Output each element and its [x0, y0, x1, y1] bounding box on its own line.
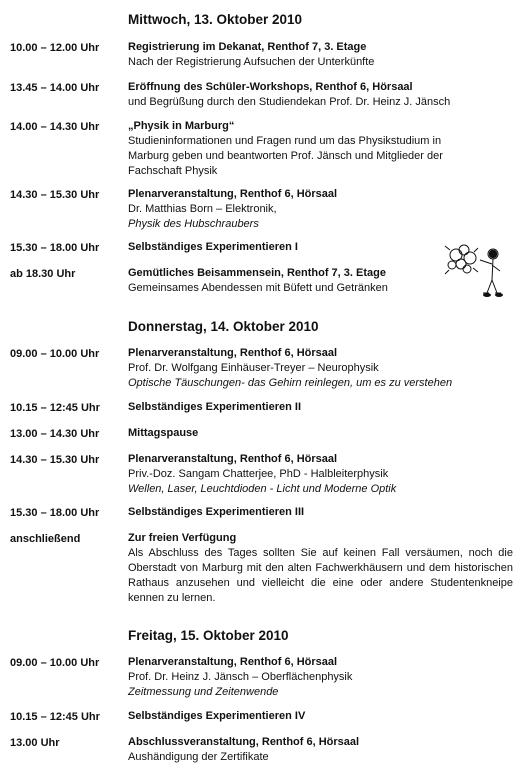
day-heading-mittwoch: Mittwoch, 13. Oktober 2010	[128, 12, 303, 27]
entry-title: Plenarveranstaltung, Renthof 6, Hörsaal	[128, 656, 338, 668]
schedule-entry	[128, 452, 513, 497]
entry-line: Prof. Dr. Wolfgang Einhäuser-Treyer – Neurophysik	[128, 362, 379, 374]
schedule-entry	[128, 187, 513, 232]
entry-line: Fachschaft Physik	[128, 165, 218, 177]
day-heading-donnerstag: Donnerstag, 14. Oktober 2010	[128, 319, 319, 334]
schedule-entry	[128, 346, 513, 391]
time-slot: 15.30 – 18.00 Uhr	[10, 242, 100, 254]
schedule-entry	[128, 655, 513, 700]
entry-title: Selbständiges Experimentieren III	[128, 506, 305, 518]
entry-title: Selbständiges Experimentieren I	[128, 241, 298, 253]
schedule-entry	[128, 426, 513, 441]
entry-title: Registrierung im Dekanat, Renthof 7, 3. Etage	[128, 41, 367, 53]
day-heading-freitag: Freitag, 15. Oktober 2010	[128, 628, 289, 643]
time-slot: 09.00 – 10.00 Uhr	[10, 348, 100, 360]
entry-title: „Physik in Marburg“	[128, 120, 235, 132]
time-slot: 10.15 – 12:45 Uhr	[10, 402, 100, 414]
entry-talk-title: Wellen, Laser, Leuchtdioden - Licht und Moderne Optik	[128, 483, 397, 495]
entry-line: Dr. Matthias Born – Elektronik,	[128, 203, 277, 215]
schedule-entry	[128, 40, 513, 70]
entry-talk-title: Zeitmessung und Zeitenwende	[128, 686, 279, 698]
time-slot: ab 18.30 Uhr	[10, 268, 76, 280]
entry-title: Selbständiges Experimentieren II	[128, 401, 302, 413]
entry-title: Eröffnung des Schüler-Workshops, Renthof 6, Hörsaal	[128, 81, 413, 93]
entry-line: Priv.-Doz. Sangam Chatterjee, PhD - Halbleiterphysik	[128, 468, 389, 480]
entry-title: Plenarveranstaltung, Renthof 6, Hörsaal	[128, 453, 338, 465]
time-slot: 13.00 – 14.30 Uhr	[10, 428, 100, 440]
entry-line: Marburg geben und beantworten Prof. Jänsch und Mitglieder der	[128, 150, 443, 162]
entry-line: Prof. Dr. Heinz J. Jänsch – Oberflächenphysik	[128, 671, 353, 683]
scientist-with-molecule-doodle-icon	[440, 238, 508, 300]
entry-line: Nach der Registrierung Aufsuchen der Unterkünfte	[128, 56, 375, 68]
time-slot: 10.00 – 12.00 Uhr	[10, 42, 100, 54]
entry-title: Plenarveranstaltung, Renthof 6, Hörsaal	[128, 188, 338, 200]
schedule-entry	[128, 531, 513, 606]
entry-line: Studieninformationen und Fragen rund um das Physikstudium in	[128, 135, 442, 147]
entry-talk-title: Physik des Hubschraubers	[128, 218, 259, 230]
entry-title: Mittagspause	[128, 427, 199, 439]
time-slot: 14.00 – 14.30 Uhr	[10, 121, 100, 133]
time-slot: 14.30 – 15.30 Uhr	[10, 189, 100, 201]
entry-title: Selbständiges Experimentieren IV	[128, 710, 306, 722]
time-slot: 09.00 – 10.00 Uhr	[10, 657, 100, 669]
entry-title: Zur freien Verfügung	[128, 532, 237, 544]
schedule-entry	[128, 119, 513, 179]
time-slot: 13.00 Uhr	[10, 737, 60, 749]
time-slot: 15.30 – 18.00 Uhr	[10, 507, 100, 519]
schedule-entry	[128, 735, 513, 765]
time-slot: anschließend	[10, 533, 81, 545]
schedule-entry	[128, 709, 513, 724]
time-slot: 10.15 – 12:45 Uhr	[10, 711, 100, 723]
schedule-entry	[128, 400, 513, 415]
entry-paragraph: Als Abschluss des Tages sollten Sie auf keinen Fall versäumen, noch die Oberstadt von Marburg mit den alten Fachwerkhäusern und dem historischen Rathaus anzusehen und vielleicht die eine oder andere Studentenkneipe kennen zu lernen.	[128, 547, 513, 604]
entry-line: Gemeinsames Abendessen mit Büfett und Getränken	[128, 282, 388, 294]
entry-title: Plenarveranstaltung, Renthof 6, Hörsaal	[128, 347, 338, 359]
time-slot: 14.30 – 15.30 Uhr	[10, 454, 100, 466]
entry-line: Aushändigung der Zertifikate	[128, 751, 269, 763]
entry-line: und Begrüßung durch den Studiendekan Prof. Dr. Heinz J. Jänsch	[128, 96, 451, 108]
time-slot: 13.45 – 14.00 Uhr	[10, 82, 100, 94]
entry-talk-title: Optische Täuschungen- das Gehirn reinlegen, um es zu verstehen	[128, 377, 453, 389]
schedule-entry	[128, 80, 513, 110]
schedule-entry	[128, 505, 513, 520]
entry-title: Gemütliches Beisammensein, Renthof 7, 3. Etage	[128, 267, 386, 279]
entry-title: Abschlussveranstaltung, Renthof 6, Hörsaal	[128, 736, 360, 748]
